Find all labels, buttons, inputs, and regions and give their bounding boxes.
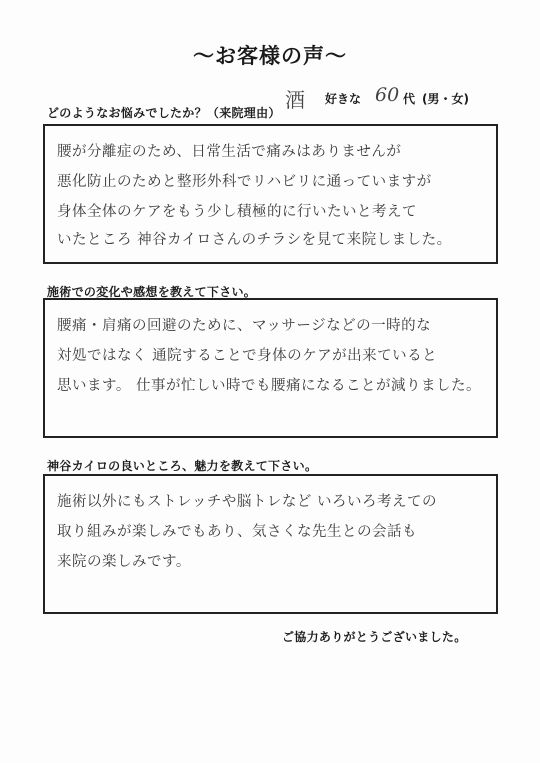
question-changes-impressions: 施術での変化や感想を教えて下さい。 — [47, 285, 257, 299]
answer-box-impressions — [43, 298, 498, 438]
answer-line: 腰が分離症のため、日常生活で痛みはありませんが — [57, 144, 402, 160]
answer-line: 対処ではなく 通院することで身体のケアが出来ていると — [57, 348, 438, 364]
answer-line: 来院の楽しみです。 — [57, 554, 191, 570]
likes-handwritten-value: 酒 — [285, 88, 305, 112]
answer-box-reason — [43, 124, 498, 264]
age-label: 代 — [403, 92, 416, 106]
customer-profile — [285, 84, 535, 112]
answer-line: 悪化防止のためと整形外科でリハビリに通っていますが — [57, 174, 432, 190]
page-title: 〜お客様の声〜 — [193, 44, 347, 68]
question-good-points: 神谷カイロの良いところ、魅力を教えて下さい。 — [47, 459, 318, 473]
likes-label: 好きな — [325, 92, 362, 106]
answer-line: 腰痛・肩痛の回避のために、マッサージなどの一時的な — [57, 318, 432, 334]
closing-thanks: ご協力ありがとうございました。 — [282, 630, 467, 644]
answer-line: 思います。 仕事が忙しい時でも腰痛になることが減りました。 — [57, 378, 481, 394]
question-reason-for-visit: どのようなお悩みでしたか？（来院理由） — [47, 106, 281, 120]
answer-line: 施術以外にもストレッチや脳トレなど いろいろ考えての — [57, 494, 437, 510]
answer-line: いたところ 神谷カイロさんのチラシを見て来院しました。 — [57, 232, 452, 248]
answer-line: 身体全体のケアをもう少し積極的に行いたいと考えて — [57, 204, 417, 220]
answer-box-good-points — [43, 474, 498, 614]
gender-label: (男・女) — [422, 92, 469, 106]
answer-line: 取り組みが楽しみでもあり、気さくな先生との会話も — [57, 524, 417, 540]
age-handwritten-value: 60 — [375, 84, 400, 106]
